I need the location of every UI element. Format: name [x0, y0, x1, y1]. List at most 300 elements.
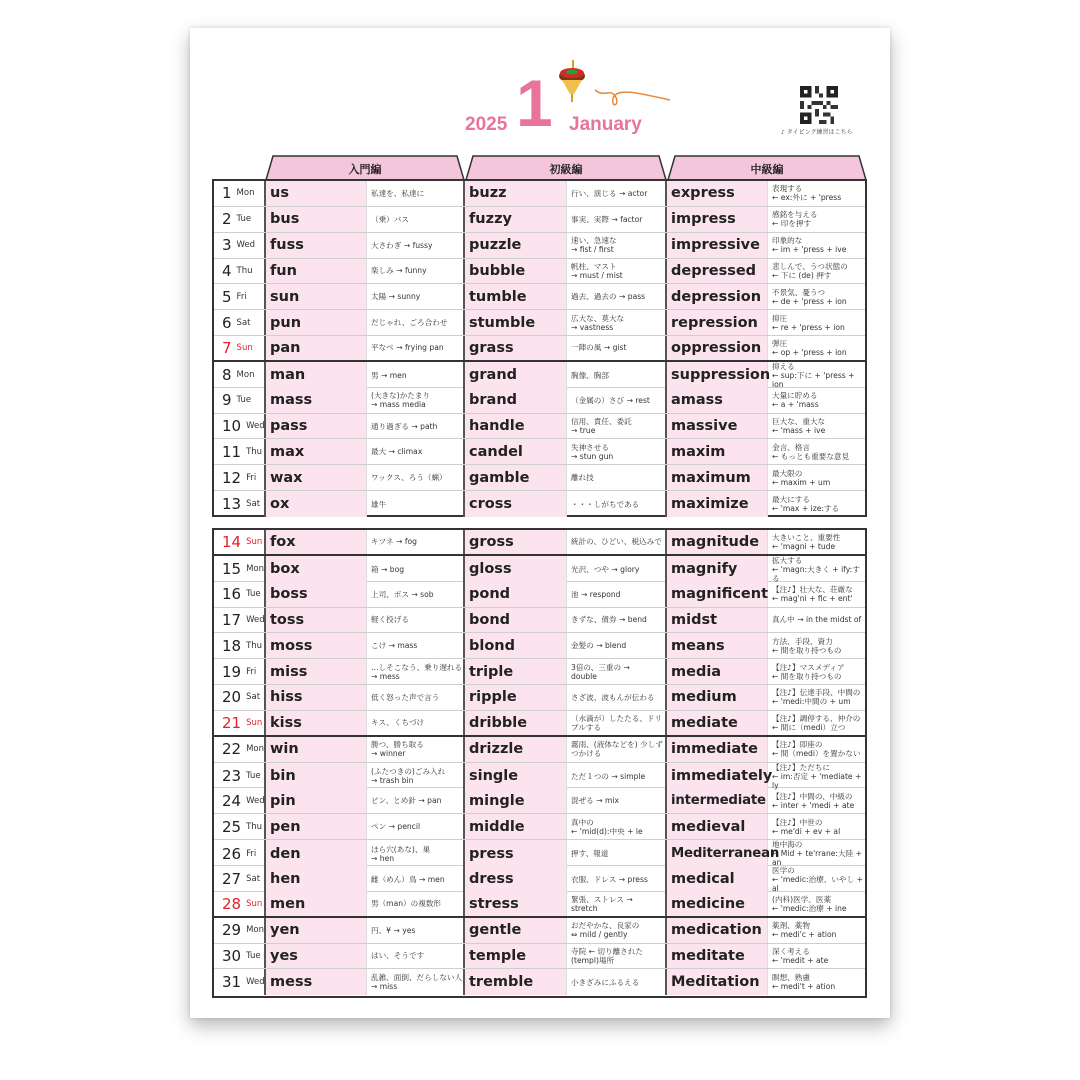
word-cell: boss: [266, 582, 367, 607]
day-number: 15: [222, 560, 242, 579]
date-cell: [214, 181, 266, 206]
meaning-cell: キス、くちづけ: [367, 711, 465, 735]
word-cell: ripple: [465, 685, 567, 710]
date-cell: [214, 465, 266, 490]
word-cell: mediate: [667, 711, 768, 735]
day-number: 9: [222, 391, 232, 410]
word-cell: us: [266, 181, 367, 206]
meaning-cell: 巨大な、重大な ← 'mass + ive: [772, 417, 826, 436]
word-cell: stumble: [465, 310, 567, 335]
date-cell: [214, 918, 266, 943]
day-number: 7: [222, 338, 232, 357]
table-row: [214, 362, 865, 388]
meaning-cell: 緊張、ストレス → stretch: [567, 892, 667, 916]
word-cell: gross: [465, 530, 567, 554]
day-of-week: Mon: [246, 564, 265, 575]
word-cell: men: [266, 892, 367, 916]
meaning-cell: 楽しみ → funny: [367, 259, 465, 284]
meaning-cell: 離れ技: [567, 465, 667, 490]
word-cell: bin: [266, 763, 367, 790]
word-cell: moss: [266, 633, 367, 658]
meaning-cell: （金属の）さび → rest: [567, 388, 667, 413]
meaning-cell: 速い、急速な → fist / first: [567, 233, 667, 258]
date-cell: [214, 711, 266, 735]
word-cell: single: [465, 763, 567, 790]
day-number: 3: [222, 236, 232, 255]
tab-intermediate-label: 中級編: [750, 163, 784, 176]
meaning-cell: 行い、演じる → actor: [567, 181, 667, 206]
table-row: [214, 582, 865, 608]
word-cell: means: [667, 633, 768, 658]
word-cell: pen: [266, 814, 367, 839]
table-row: [214, 814, 865, 840]
word-cell: miss: [266, 659, 367, 684]
meaning-cell: …しそこなう、乗り遅れる → mess: [367, 659, 465, 684]
meaning-cell: 円、¥ → yes: [367, 918, 465, 943]
date-cell: [214, 388, 266, 413]
word-cell: amass: [667, 388, 768, 413]
table-row: [214, 788, 865, 814]
word-cell: intermediate: [667, 788, 768, 813]
word-cell: triple: [465, 659, 567, 684]
meaning-cell: 小きざみにふるえる: [567, 969, 667, 995]
meaning-cell: 抑える ← sup:下に + 'press + ion: [772, 361, 855, 389]
word-cell: hiss: [266, 685, 367, 710]
meaning-cell: (ふたつきの)ごみ入れ → trash bin: [367, 763, 465, 790]
table-row: [214, 388, 865, 414]
tab-elementary: [465, 155, 667, 180]
day-number: 2: [222, 210, 232, 229]
word-cell: den: [266, 840, 367, 867]
day-of-week: Tue: [236, 395, 252, 406]
meaning-cell: 【注♪】調停する、仲介の ← 間に（medi）立つ: [772, 713, 861, 732]
meaning-cell: だじゃれ、ごろ合わせ: [367, 310, 465, 335]
day-of-week: Wed: [246, 977, 265, 988]
meaning-cell: 押す、報道: [567, 840, 667, 867]
word-cell: tumble: [465, 284, 567, 309]
day-of-week: Mon: [236, 370, 255, 381]
day-of-week: Wed: [246, 614, 265, 625]
word-cell: massive: [667, 414, 768, 439]
word-cell: medieval: [667, 814, 768, 839]
day-number: 1: [222, 184, 232, 203]
day-of-week: Fri: [246, 666, 257, 677]
meaning-cell: 通り過ぎる → path: [367, 414, 465, 439]
meaning-cell: おだやかな、良家の ⇔ mild / gently: [567, 918, 667, 943]
word-cell: bond: [465, 608, 567, 633]
qr-caption: ♪ タイピング練習はこちら: [781, 129, 853, 136]
meaning-cell: 失神させる → stun gun: [567, 439, 667, 464]
day-number: 12: [222, 468, 242, 487]
meaning-cell: 大きいこと、重要性 ← 'magni + tude: [772, 532, 841, 551]
meaning-cell: 私達を、私達に: [367, 181, 465, 206]
meaning-cell: 真ん中 → in the midst of: [772, 615, 862, 625]
day-number: 29: [222, 921, 242, 940]
word-cell: gamble: [465, 465, 567, 490]
meaning-cell: 統計の、ひどい、税込みで: [567, 530, 667, 554]
word-cell: immediate: [667, 737, 768, 762]
day-of-week: Tue: [246, 589, 261, 600]
table-row: [214, 259, 865, 285]
day-number: 14: [222, 532, 242, 551]
date-cell: [214, 284, 266, 309]
date-cell: [214, 737, 266, 762]
meaning-cell: 瞑想、熟慮 ← medi't + ation: [772, 973, 836, 992]
meaning-cell: 広大な、莫大な → vastness: [567, 310, 667, 335]
table-row: [214, 491, 865, 517]
meaning-cell: 【注♪】壮大な、荘厳な ← mag'ni + fic + ent': [772, 585, 853, 604]
word-cell: tremble: [465, 969, 567, 995]
week-table-1: [212, 179, 867, 517]
meaning-cell: (内科)医学、医薬 ← 'medic:治療 + ine: [772, 894, 847, 913]
meaning-cell: 胸像、胸部: [567, 362, 667, 389]
day-of-week: Thu: [246, 821, 263, 832]
word-cell: hen: [266, 866, 367, 893]
day-of-week: Tue: [246, 950, 261, 961]
meaning-cell: 雌（めん）鳥 → men: [367, 866, 465, 893]
word-cell: medical: [667, 866, 768, 893]
day-of-week: Fri: [246, 848, 257, 859]
meaning-cell: 3倍の、三重の → double: [567, 659, 667, 684]
meaning-cell: （水滴が）したたる、ドリブルする: [567, 711, 667, 735]
word-cell: wax: [266, 465, 367, 490]
day-of-week: Sun: [246, 898, 263, 909]
day-of-week: Thu: [246, 446, 263, 457]
table-row: [214, 439, 865, 465]
word-cell: Meditation: [667, 969, 768, 995]
date-cell: [214, 336, 266, 360]
meaning-cell: 帆柱、マスト → must / mist: [567, 259, 667, 284]
day-of-week: Sun: [236, 342, 253, 353]
word-cell: drizzle: [465, 737, 567, 762]
year: 2025: [465, 114, 508, 135]
date-cell: [214, 866, 266, 893]
meaning-cell: 池 → respond: [567, 582, 667, 607]
table-row: [214, 763, 865, 789]
word-cell: depression: [667, 284, 768, 309]
table-row: [214, 633, 865, 659]
meaning-cell: 雄牛: [367, 491, 465, 517]
meaning-cell: 地中海の ← Mid + te'rrane:大陸 + an: [772, 840, 862, 868]
word-cell: stress: [465, 892, 567, 916]
date-cell: [214, 207, 266, 232]
meaning-cell: 男 → men: [367, 362, 465, 389]
meaning-cell: きずな、債券 → bend: [567, 608, 667, 633]
day-number: 5: [222, 287, 232, 306]
word-cell: ox: [266, 491, 367, 517]
word-cell: mingle: [465, 788, 567, 813]
week-table-2: [212, 528, 867, 998]
word-cell: gentle: [465, 918, 567, 943]
word-cell: medication: [667, 918, 768, 943]
meaning-cell: 男（man）の複数形: [367, 892, 465, 916]
meaning-cell: 大量に貯める ← a + 'mass: [772, 391, 819, 410]
word-cell: magnify: [667, 556, 768, 583]
table-row: [214, 737, 865, 763]
word-cell: yen: [266, 918, 367, 943]
day-number: 22: [222, 740, 242, 759]
day-number: 18: [222, 636, 242, 655]
meaning-cell: 【注♪】即座の ← 間（medi）を置かない: [772, 740, 861, 759]
table-row: [214, 944, 865, 970]
tab-elementary-label: 初級編: [549, 163, 583, 176]
word-cell: temple: [465, 944, 567, 969]
day-of-week: Fri: [246, 472, 257, 483]
word-cell: grass: [465, 336, 567, 360]
day-number: 25: [222, 817, 242, 836]
word-cell: suppression: [667, 362, 768, 389]
word-cell: depressed: [667, 259, 768, 284]
day-number: 4: [222, 261, 232, 280]
meaning-cell: 低く怒った声で言う: [367, 685, 465, 710]
date-cell: [214, 763, 266, 790]
word-cell: win: [266, 737, 367, 762]
table-row: [214, 556, 865, 582]
meaning-cell: 金髪の → blend: [567, 633, 667, 658]
day-of-week: Wed: [236, 240, 256, 251]
word-cell: bus: [266, 207, 367, 232]
day-of-week: Tue: [236, 214, 252, 225]
day-number: 13: [222, 495, 242, 514]
word-cell: Mediterranean: [667, 840, 768, 867]
table-row: [214, 233, 865, 259]
date-cell: [214, 530, 266, 554]
word-cell: pun: [266, 310, 367, 335]
day-of-week: Mon: [246, 925, 265, 936]
word-cell: kiss: [266, 711, 367, 735]
word-cell: cross: [465, 491, 567, 517]
day-number: 20: [222, 688, 242, 707]
table-row: [214, 918, 865, 944]
day-number: 16: [222, 585, 242, 604]
meaning-cell: 衣服、ドレス → press: [567, 866, 667, 893]
meaning-cell: ワックス、ろう（蝋）: [367, 465, 465, 490]
meaning-cell: 乱雑、面倒、だらしない人 → miss: [367, 969, 465, 995]
meaning-cell: 大さわぎ → fussy: [367, 233, 465, 258]
meaning-cell: はい、そうです: [367, 944, 465, 969]
meaning-cell: 医学の ← 'medic:治療、いやし + al: [772, 865, 863, 893]
meaning-cell: 方法、手段、資力 ← 間を取り持つもの: [772, 636, 842, 655]
meaning-cell: 抑圧 ← re + 'press + ion: [772, 313, 845, 332]
date-cell: [214, 788, 266, 813]
meaning-cell: 最大限の ← maxim + um: [772, 468, 831, 487]
word-cell: toss: [266, 608, 367, 633]
word-cell: fuzzy: [465, 207, 567, 232]
meaning-cell: 薬剤、薬物 ← medi'c + ation: [772, 921, 837, 940]
word-cell: dribble: [465, 711, 567, 735]
word-cell: fun: [266, 259, 367, 284]
day-of-week: Mon: [236, 188, 255, 199]
word-cell: dress: [465, 866, 567, 893]
word-cell: express: [667, 181, 768, 206]
table-row: [214, 892, 865, 918]
word-cell: media: [667, 659, 768, 684]
meaning-cell: （乗）バス: [367, 207, 465, 232]
word-cell: magnificent: [667, 582, 768, 607]
tab-intermediate: [667, 155, 867, 180]
word-cell: maximize: [667, 491, 768, 517]
meaning-cell: 混ぜる → mix: [567, 788, 667, 813]
meaning-cell: ほら穴(あな)、巣 → hen: [367, 840, 465, 867]
table-row: [214, 414, 865, 440]
word-cell: puzzle: [465, 233, 567, 258]
date-cell: [214, 439, 266, 464]
meaning-cell: 勝つ、勝ち取る → winner: [367, 737, 465, 762]
day-number: 28: [222, 894, 242, 913]
word-cell: pass: [266, 414, 367, 439]
meaning-cell: 【注♪】伝達手段、中間の ← 'medi:中間の + um: [772, 688, 861, 707]
word-cell: maximum: [667, 465, 768, 490]
word-cell: maxim: [667, 439, 768, 464]
day-number: 17: [222, 610, 242, 629]
date-cell: [214, 659, 266, 684]
word-cell: impressive: [667, 233, 768, 258]
word-cell: mess: [266, 969, 367, 995]
day-number: 21: [222, 713, 242, 732]
meaning-cell: (大きな)かたまり → mass media: [367, 388, 465, 413]
meaning-cell: ペン → pencil: [367, 814, 465, 839]
table-row: [214, 969, 865, 995]
meaning-cell: さざ波、波もんが伝わる: [567, 685, 667, 710]
word-cell: fuss: [266, 233, 367, 258]
meaning-cell: 寺院 ← 切り離された (templ)場所: [567, 944, 667, 969]
day-of-week: Sat: [246, 499, 261, 510]
meaning-cell: 最大にする ← 'max + ize:する: [772, 495, 840, 514]
word-cell: box: [266, 556, 367, 583]
day-number: 8: [222, 366, 232, 385]
meaning-cell: 【注♪】中世の ← me'di + ev + al: [772, 817, 841, 836]
day-number: 26: [222, 844, 242, 863]
date-cell: [214, 233, 266, 258]
meaning-cell: 過去、過去の → pass: [567, 284, 667, 309]
meaning-cell: 感銘を与える ← 印を押す: [772, 210, 818, 229]
meaning-cell: 軽く投げる: [367, 608, 465, 633]
word-cell: medicine: [667, 892, 768, 916]
meaning-cell: ピン、とめ針 → pan: [367, 788, 465, 813]
word-cell: pin: [266, 788, 367, 813]
word-cell: oppression: [667, 336, 768, 360]
date-cell: [214, 840, 266, 867]
word-cell: midst: [667, 608, 768, 633]
table-row: [214, 608, 865, 634]
day-of-week: Thu: [246, 640, 263, 651]
table-row: [214, 181, 865, 207]
meaning-cell: 拡大する ← 'magn:大きく + ify:する: [772, 555, 860, 583]
meaning-cell: 印象的な ← im + 'press + ive: [772, 236, 847, 255]
date-cell: [214, 814, 266, 839]
word-cell: repression: [667, 310, 768, 335]
day-of-week: Sat: [236, 317, 251, 328]
word-cell: mass: [266, 388, 367, 413]
day-number: 11: [222, 442, 242, 461]
date-cell: [214, 582, 266, 607]
meaning-cell: 一陣の風 → gist: [567, 336, 667, 360]
meaning-cell: 金言、格言 ← もっとも重要な意見: [772, 442, 850, 461]
day-of-week: Mon: [246, 744, 265, 755]
date-cell: [214, 362, 266, 389]
tab-beginner: [265, 155, 465, 180]
word-cell: impress: [667, 207, 768, 232]
meaning-cell: 平なべ → frying pan: [367, 336, 465, 360]
meaning-cell: 光沢、つや → glory: [567, 556, 667, 583]
date-cell: [214, 969, 266, 995]
meaning-cell: 【注♪】マスメディア ← 間を取り持つもの: [772, 662, 845, 681]
table-row: [214, 659, 865, 685]
day-of-week: Wed: [246, 421, 265, 432]
meaning-cell: 最大 → climax: [367, 439, 465, 464]
meaning-cell: 表現する ← ex:外に + 'press: [772, 184, 842, 203]
table-row: [214, 711, 865, 737]
table-row: [214, 840, 865, 866]
word-cell: handle: [465, 414, 567, 439]
day-of-week: Sat: [246, 874, 261, 885]
table-row: [214, 866, 865, 892]
month-name: January: [569, 114, 642, 135]
day-number: 30: [222, 946, 242, 965]
word-cell: max: [266, 439, 367, 464]
meaning-cell: 不景気、憂うつ ← de + 'press + ion: [772, 287, 847, 306]
word-cell: blond: [465, 633, 567, 658]
word-cell: man: [266, 362, 367, 389]
day-of-week: Tue: [246, 771, 261, 782]
meaning-cell: キツネ → fog: [367, 530, 465, 554]
tab-beginner-label: 入門編: [348, 163, 382, 176]
table-row: [214, 336, 865, 362]
meaning-cell: 【注♪】ただちに ← im:否定 + 'mediate + ly: [772, 762, 862, 790]
table-row: [214, 530, 865, 556]
meaning-cell: こけ → mass: [367, 633, 465, 658]
word-cell: immediately: [667, 763, 768, 790]
meaning-cell: 霧雨、(液体などを) 少しずつかける: [567, 737, 667, 762]
day-number: 23: [222, 767, 242, 786]
word-cell: gloss: [465, 556, 567, 583]
meaning-cell: 信用、責任、委託 → true: [567, 414, 667, 439]
qr-code[interactable]: [800, 86, 838, 124]
word-cell: pan: [266, 336, 367, 360]
day-of-week: Sun: [246, 536, 263, 547]
day-number: 31: [222, 973, 242, 992]
date-cell: [214, 414, 266, 439]
word-cell: pond: [465, 582, 567, 607]
meaning-cell: 【注♪】中間の、中級の ← inter + 'medi + ate: [772, 791, 855, 810]
day-of-week: Sun: [246, 717, 263, 728]
word-cell: middle: [465, 814, 567, 839]
word-cell: buzz: [465, 181, 567, 206]
spinning-top-icon: [555, 58, 675, 108]
month-number: 1: [516, 66, 553, 140]
word-cell: magnitude: [667, 530, 768, 554]
day-number: 27: [222, 870, 242, 889]
meaning-cell: 事実、実際 → factor: [567, 207, 667, 232]
date-cell: [214, 633, 266, 658]
meaning-cell: ・・・しがちである: [567, 491, 667, 517]
day-of-week: Fri: [236, 291, 247, 302]
table-row: [214, 284, 865, 310]
date-cell: [214, 892, 266, 916]
meaning-cell: 深く考える ← 'medit + ate: [772, 946, 829, 965]
table-row: [214, 465, 865, 491]
date-cell: [214, 310, 266, 335]
word-cell: press: [465, 840, 567, 867]
day-of-week: Thu: [236, 265, 253, 276]
meaning-cell: 悲しんで、うつ状態の ← 下に (de) 押す: [772, 261, 848, 280]
word-cell: fox: [266, 530, 367, 554]
word-cell: meditate: [667, 944, 768, 969]
word-cell: grand: [465, 362, 567, 389]
table-row: [214, 685, 865, 711]
date-cell: [214, 556, 266, 583]
word-cell: sun: [266, 284, 367, 309]
